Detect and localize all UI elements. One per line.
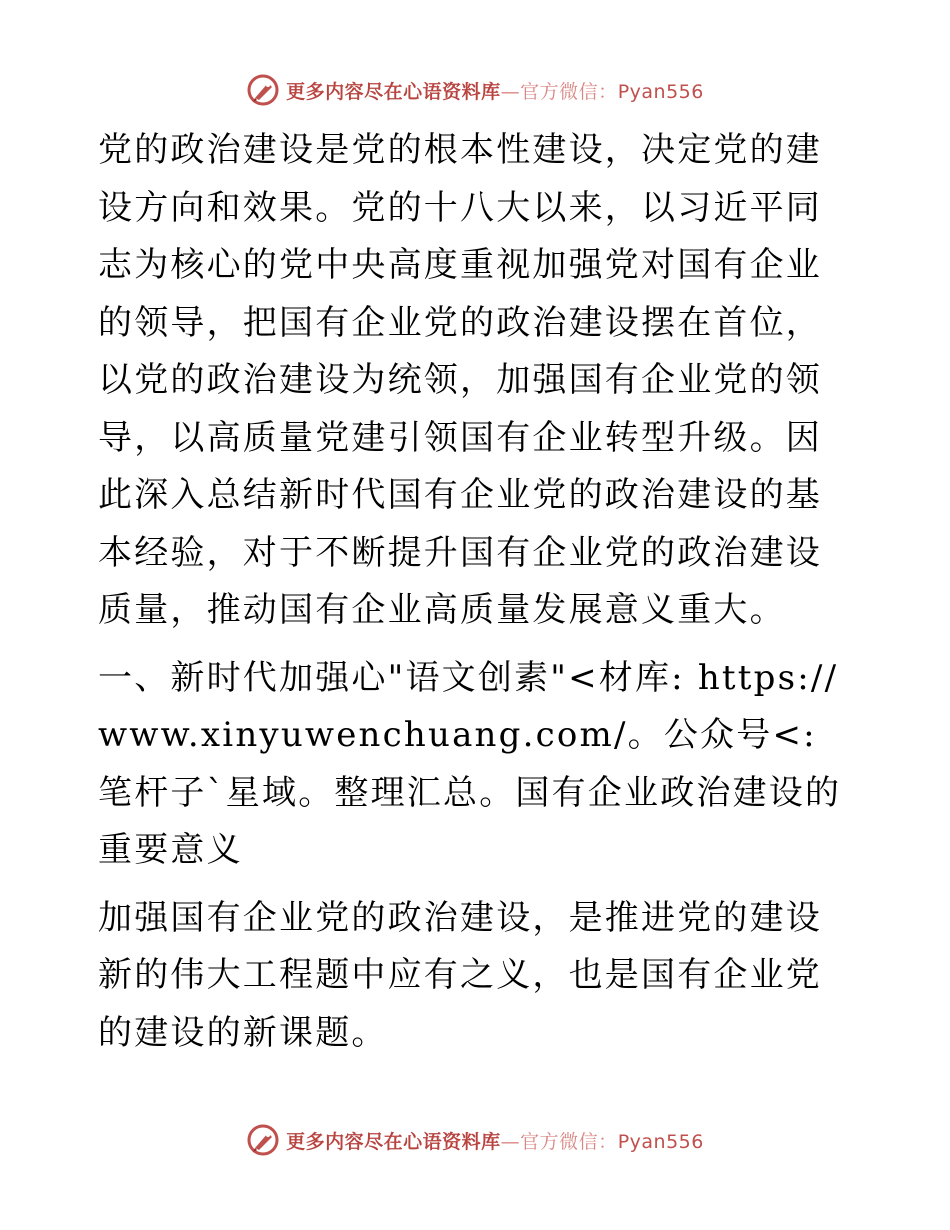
header-banner-text (286, 77, 704, 104)
footer-banner-wechat-id: Pyan556 (617, 1130, 704, 1153)
pen-nib-logo-icon (246, 73, 280, 107)
header-watermark-banner (0, 72, 950, 108)
header-banner-site: 更多内容尽在心语资料库 (286, 80, 501, 103)
footer-watermark-banner (0, 1122, 950, 1158)
pen-nib-logo-icon (246, 1123, 280, 1157)
header-banner-wechat-id: Pyan556 (617, 80, 704, 103)
paragraph-intro: 党的政治建设是党的根本性建设，决定党的建设方向和效果。党的十八大以来，以习近平同志为核心的党中央高度重视加强党对国有企业的领导，把国有企业党的政治建设摆在首位，以党的政治建设为统领，加强国有企业党的领导，以高质量党建引领国有企业转型升级。因此深入总结新时代国有企业党的政治建设的基本经验，对于不断提升国有企业党的政治建设质量，推动国有企业高质量发展意义重大。 (98, 130, 822, 630)
footer-banner-wechat-label: —官方微信： (500, 1130, 618, 1153)
paragraph-section-heading: 一、新时代加强心"语文创素"<材库: https://www.xinyuwenchuang.com/。公众号<: 笔杆子`星域。整理汇总。国有企业政治建设的重要意义 (98, 657, 842, 870)
paragraph-significance: 加强国有企业党的政治建设，是推进党的建设新的伟大工程题中应有之义，也是国有企业党的建设的新课题。 (98, 897, 822, 1053)
header-banner-wechat-label: —官方微信： (500, 80, 618, 103)
header-banner-inner (246, 73, 704, 107)
footer-banner-text (286, 1127, 704, 1154)
footer-banner-site: 更多内容尽在心语资料库 (286, 1130, 501, 1153)
footer-banner-inner (246, 1123, 704, 1157)
document-body (98, 122, 848, 1062)
